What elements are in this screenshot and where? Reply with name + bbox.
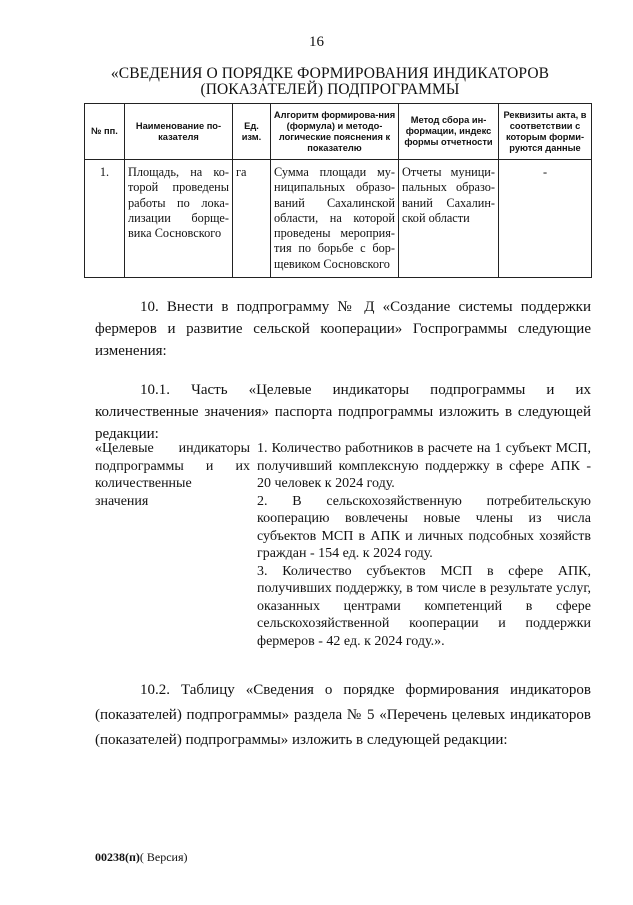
cell-requisites: - bbox=[499, 160, 592, 278]
label-word: и bbox=[205, 458, 214, 474]
header-cell-name: Наименование по-казателя bbox=[125, 104, 233, 160]
cell-number: 1. bbox=[85, 160, 125, 278]
paragraph-10-2: 10.2. Таблицу «Сведения о порядке формирования индикаторов (показателей) подпрограммы» раздела № 5 «Перечень целевых индикаторов (показателей) подпрограммы» изложить в следующей редакции: bbox=[95, 682, 591, 748]
indicators-values bbox=[257, 440, 591, 650]
cell-unit: га bbox=[233, 160, 271, 278]
paragraph-10: 10. Внести в подпрограмму № Д «Создание системы поддержки фермеров и развитие сельской кооперации» Госпрограммы следующие изменения: bbox=[95, 299, 591, 359]
table-row bbox=[85, 160, 592, 278]
label-row-3: количественные bbox=[95, 476, 192, 491]
indicator-item-2: 2. В сельскохозяйственную потребительскую кооперацию вовлечены новые члены из числа субъектов МСП в АПК и личных подсобных хозяйств граждан - 154 ед. к 2024 году. bbox=[257, 493, 591, 561]
document-footer bbox=[95, 850, 188, 865]
indicator-item-3: 3. Количество субъектов МСП в сфере АПК, получивших поддержку, в том числе в результате услуг, оказанных центрами компетенций в сфере сельскохозяйственной кооперации и поддержки фермеров - 42 ед. к 2024 году.». bbox=[257, 563, 591, 649]
label-row-4: значения bbox=[95, 493, 149, 509]
label-word: индикаторы bbox=[178, 441, 250, 456]
document-code: 00238(п) bbox=[95, 850, 140, 864]
header-cell-requisites: Реквизиты акта, в соответствии с которым форми-руются данные bbox=[499, 104, 592, 160]
label-word: подпрограммы bbox=[95, 458, 184, 474]
cell-name: Площадь, на ко-торой проведены работы по лока-лизации борще-вика Сосновского bbox=[125, 160, 233, 278]
cell-method: Отчеты муници-пальных образо-ваний Сахалин-ской области bbox=[399, 160, 499, 278]
label-word: «Целевые bbox=[95, 441, 154, 456]
title-line-1: «СВЕДЕНИЯ О ПОРЯДКЕ ФОРМИРОВАНИЯ ИНДИКАТОРОВ bbox=[110, 65, 550, 82]
document-version: ( Версия) bbox=[139, 850, 188, 864]
indicators-label bbox=[95, 440, 250, 510]
header-cell-method: Метод сбора ин-формации, индекс формы отчетности bbox=[399, 104, 499, 160]
header-cell-algorithm: Алгоритм формирова-ния (формула) и методо-логические пояснения к показателю bbox=[271, 104, 399, 160]
section-title bbox=[60, 66, 600, 98]
page-number: 16 bbox=[309, 34, 324, 50]
paragraph-10-1: 10.1. Часть «Целевые индикаторы подпрограммы и их количественные значения» паспорта подпрограммы изложить в следующей редакции: bbox=[95, 382, 591, 442]
header-cell-unit: Ед. изм. bbox=[233, 104, 271, 160]
label-row-2 bbox=[95, 458, 250, 476]
indicator-item-1: 1. Количество работников в расчете на 1 субъект МСП, получивший комплексную поддержку в сфере АПК - 20 человек к 2024 году. bbox=[257, 441, 591, 491]
title-line-2: (ПОКАЗАТЕЛЕЙ) ПОДПРОГРАММЫ bbox=[200, 81, 460, 98]
table-header-row bbox=[85, 104, 592, 160]
cell-algorithm: Сумма площади му-ниципальных образо-ваний Сахалинской области, на которой проведены мероприя-тия по борьбе с бор-щевиком Сосновского bbox=[271, 160, 399, 278]
header-cell-number: № пп. bbox=[85, 104, 125, 160]
indicators-table bbox=[84, 103, 592, 278]
label-row-1 bbox=[95, 440, 250, 458]
label-word: их bbox=[235, 458, 250, 474]
